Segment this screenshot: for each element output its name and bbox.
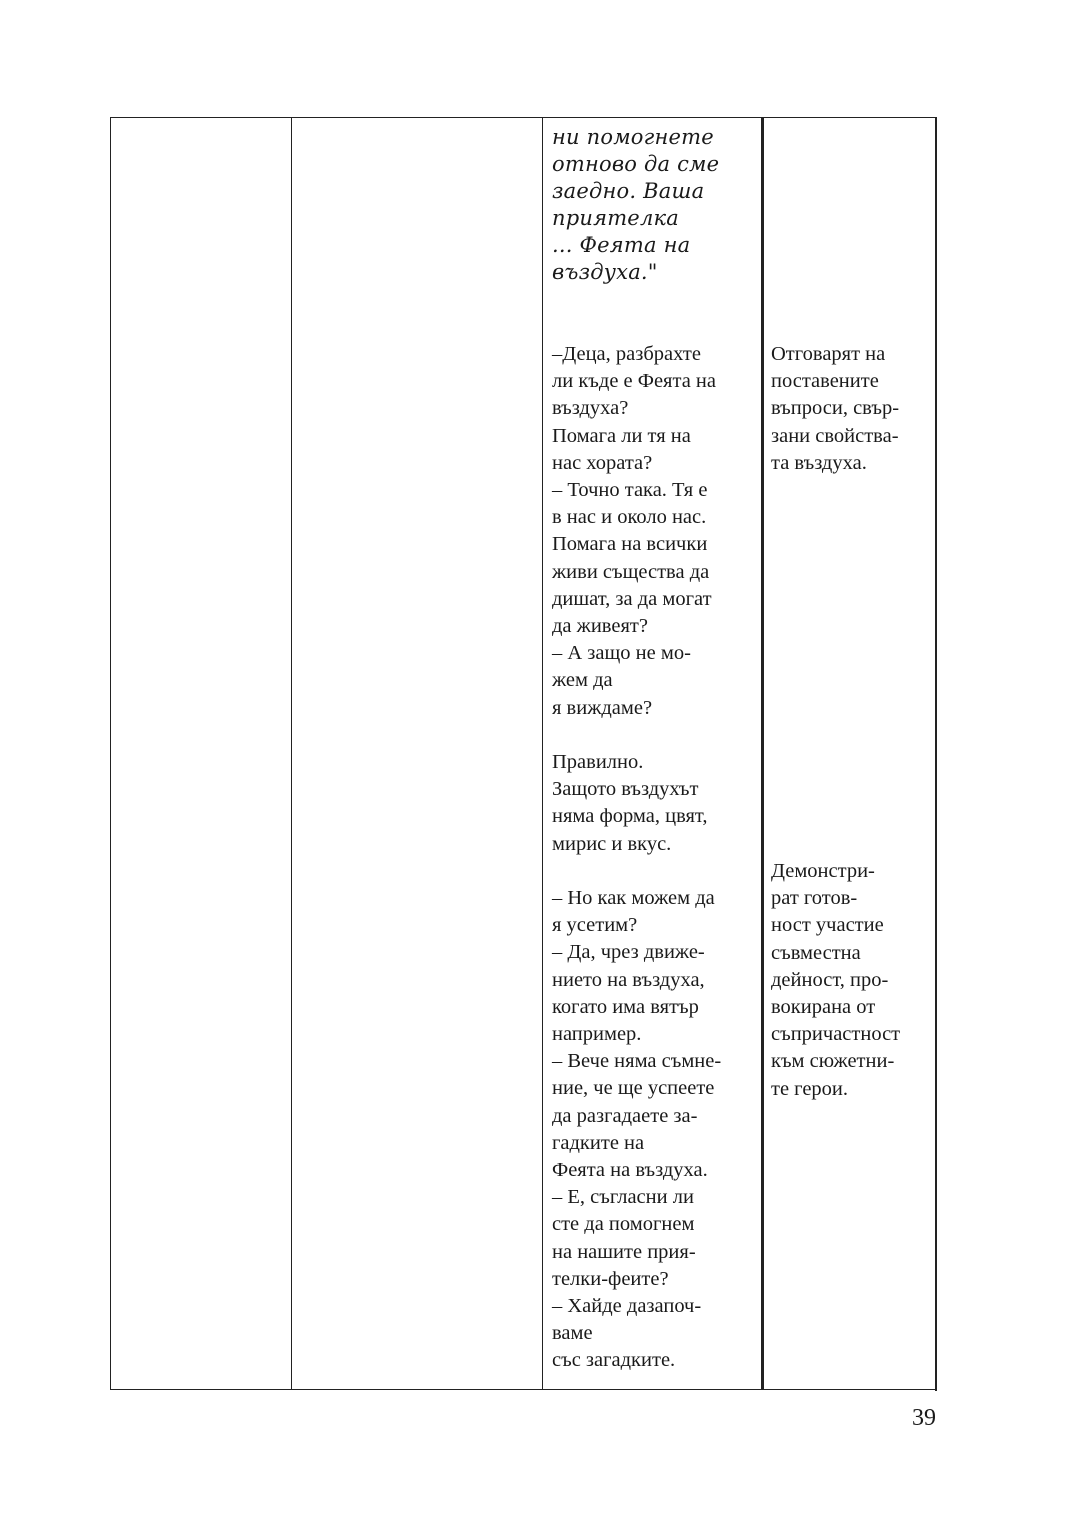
text-line: поставените [771,370,879,393]
text-line: няма форма, цвят, [552,805,708,828]
text-line: – А защо не мо- [552,642,691,665]
text-line: Защото въздухът [552,778,699,801]
text-line: да разгадаете за- [552,1104,698,1127]
text-line: ност участие [771,914,884,937]
text-line: въздуха." [552,260,658,284]
text-line: нас хората? [552,451,653,474]
dialogue-block-1 [552,341,758,722]
text-line: Помага на всички [552,533,708,556]
text-line: Демонстри- [771,860,875,882]
page-number: 39 [912,1405,936,1431]
text-line: Помага ли тя на [552,424,691,447]
text-line: телки-феите? [552,1267,669,1290]
text-line: – Хайде дазапоч- [552,1295,702,1318]
text-line: ваме [552,1322,593,1345]
text-line: със загадките. [552,1349,676,1372]
outcome-block-2 [771,858,936,1103]
text-line: дишат, за да могат [552,587,712,610]
text-line: – Да, чрез движе- [552,941,705,964]
text-line: гадките на [552,1131,645,1154]
text-line: към сюжетни- [771,1050,895,1073]
text-line: заедно. Ваша [552,179,705,203]
text-line: – Но как можем да [552,887,715,909]
text-line: те герои. [771,1077,849,1100]
text-line: – Точно така. Тя е [552,479,708,502]
text-line: ли къде е Феята на [552,370,716,393]
text-line: я виждаме? [552,696,653,719]
table-column-teacher-activity [543,118,762,1389]
dialogue-block-3 [552,885,758,1375]
text-line: –Деца, разбрахте [552,343,701,365]
text-line: съпричастност [771,1023,901,1046]
text-line: например. [552,1023,642,1046]
text-line: жем да [552,669,613,692]
text-line: въпроси, свър- [771,397,900,420]
table-column-2 [292,118,543,1389]
text-line: Правилно. [552,751,644,773]
text-line: зани свойства- [771,424,899,447]
text-line: – Е, съгласни ли [552,1186,694,1209]
dialogue-block-2 [552,749,758,858]
table-column-outcomes [762,118,936,1389]
text-line: я усетим? [552,914,638,937]
text-line: отново да сме [552,152,720,176]
text-line: ... Феята на [552,233,691,257]
text-line: мирис и вкус. [552,832,672,855]
table-column-1 [111,118,292,1389]
text-line: рат готов- [771,887,858,910]
text-line: вокирана от [771,996,876,1019]
text-line: когато има вятър [552,995,699,1018]
text-line: дейност, про- [771,968,889,991]
text-line: ние, че ще успеете [552,1077,715,1100]
text-line: живи същества да [552,560,710,583]
text-line: Феята на въздуха. [552,1159,708,1182]
text-line: та въздуха. [771,451,867,474]
text-line: – Вече няма съмне- [552,1050,722,1073]
text-line: съвместна [771,941,861,964]
text-line: приятелка [552,206,679,230]
text-line: в нас и около нас. [552,506,707,529]
text-line: въздуха? [552,397,629,420]
text-line: ни помогнете [552,125,714,149]
text-line: на нашите прия- [552,1240,696,1263]
text-line: сте да помогнем [552,1213,695,1236]
lesson-table [110,117,936,1390]
text-line: Отговарят на [771,343,886,365]
outcome-block-1 [771,341,936,477]
text-line: да живеят? [552,615,648,638]
text-line: нието на въздуха, [552,968,705,991]
fairy-letter-quote [552,124,757,286]
